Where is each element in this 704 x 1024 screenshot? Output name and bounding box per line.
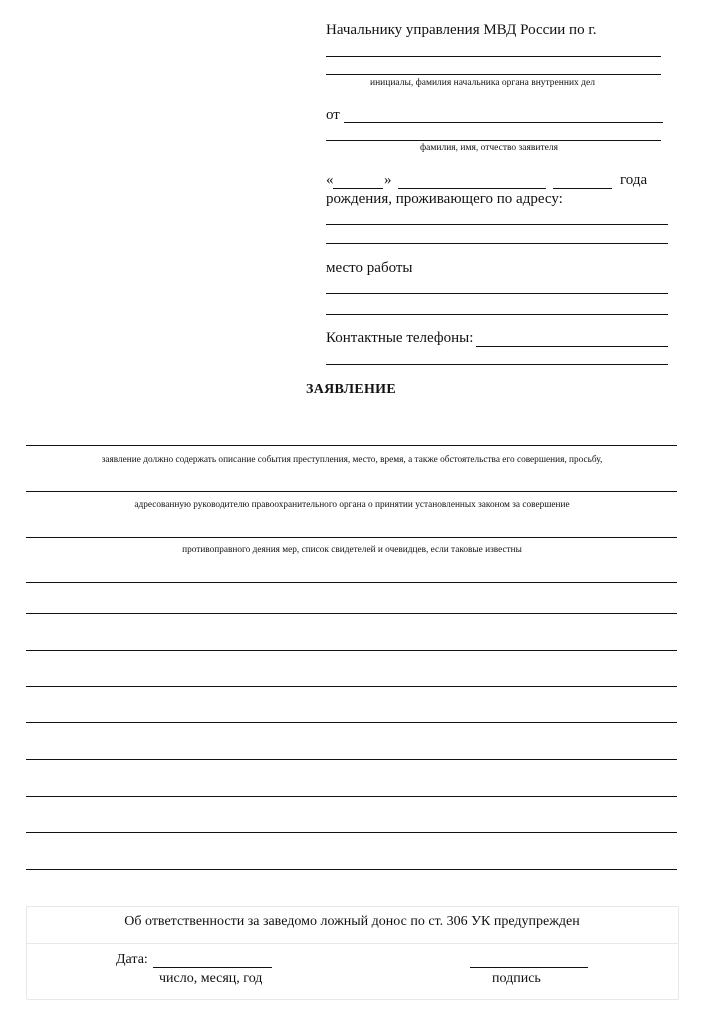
birth-close-quote: »: [384, 172, 392, 188]
phones-line-1[interactable]: [476, 346, 668, 347]
date-caption: число, месяц, год: [159, 971, 263, 986]
residence-label: рождения, проживающего по адресу:: [326, 191, 563, 207]
birth-year-field[interactable]: [553, 188, 612, 189]
statement-line-4[interactable]: [26, 582, 677, 583]
work-line-1[interactable]: [326, 293, 668, 294]
date-label: Дата:: [116, 952, 148, 967]
statement-line-10[interactable]: [26, 796, 677, 797]
addressee-line-2[interactable]: [326, 74, 661, 75]
address-line-2[interactable]: [326, 243, 668, 244]
birth-day-field[interactable]: [333, 188, 383, 189]
page-title: ЗАЯВЛЕНИЕ: [306, 382, 397, 397]
addressee-caption: инициалы, фамилия начальника органа внутренних дел: [370, 78, 595, 88]
statement-line-1[interactable]: [26, 445, 677, 446]
from-label: от: [326, 107, 340, 123]
applicant-line-1[interactable]: [344, 122, 663, 123]
statement-line-11[interactable]: [26, 832, 677, 833]
birth-open-quote: «: [326, 172, 334, 188]
birth-year-suffix: года: [620, 172, 648, 188]
statement-line-12[interactable]: [26, 869, 677, 870]
statement-hint-1: заявление должно содержать описание события преступления, место, время, а также обстоятельства его совершения, просьбу,: [101, 455, 603, 465]
statement-line-6[interactable]: [26, 650, 677, 651]
applicant-line-2[interactable]: [326, 140, 661, 141]
addressee-line-1[interactable]: [326, 56, 661, 57]
signature-box-divider: [27, 943, 678, 944]
applicant-caption: фамилия, имя, отчество заявителя: [420, 143, 558, 153]
work-line-2[interactable]: [326, 314, 668, 315]
statement-hint-2: адресованную руководителю правоохранительного органа о принятии установленных законом за совершение: [134, 500, 570, 510]
date-field[interactable]: [153, 967, 272, 968]
statement-line-8[interactable]: [26, 722, 677, 723]
signature-field[interactable]: [470, 967, 588, 968]
statement-line-5[interactable]: [26, 613, 677, 614]
phones-label: Контактные телефоны:: [326, 330, 474, 346]
statement-line-7[interactable]: [26, 686, 677, 687]
statement-line-3[interactable]: [26, 537, 677, 538]
addressee-title: Начальнику управления МВД России по г.: [326, 22, 597, 38]
signature-caption: подпись: [492, 971, 541, 986]
birth-month-field[interactable]: [398, 188, 546, 189]
address-line-1[interactable]: [326, 224, 668, 225]
statement-line-2[interactable]: [26, 491, 677, 492]
work-label: место работы: [326, 260, 413, 276]
phones-line-2[interactable]: [326, 364, 668, 365]
statement-line-9[interactable]: [26, 759, 677, 760]
liability-warning: Об ответственности за заведомо ложный донос по ст. 306 УК предупрежден: [124, 914, 580, 929]
statement-hint-3: противоправного деяния мер, список свидетелей и очевидцев, если таковые известны: [182, 545, 522, 555]
